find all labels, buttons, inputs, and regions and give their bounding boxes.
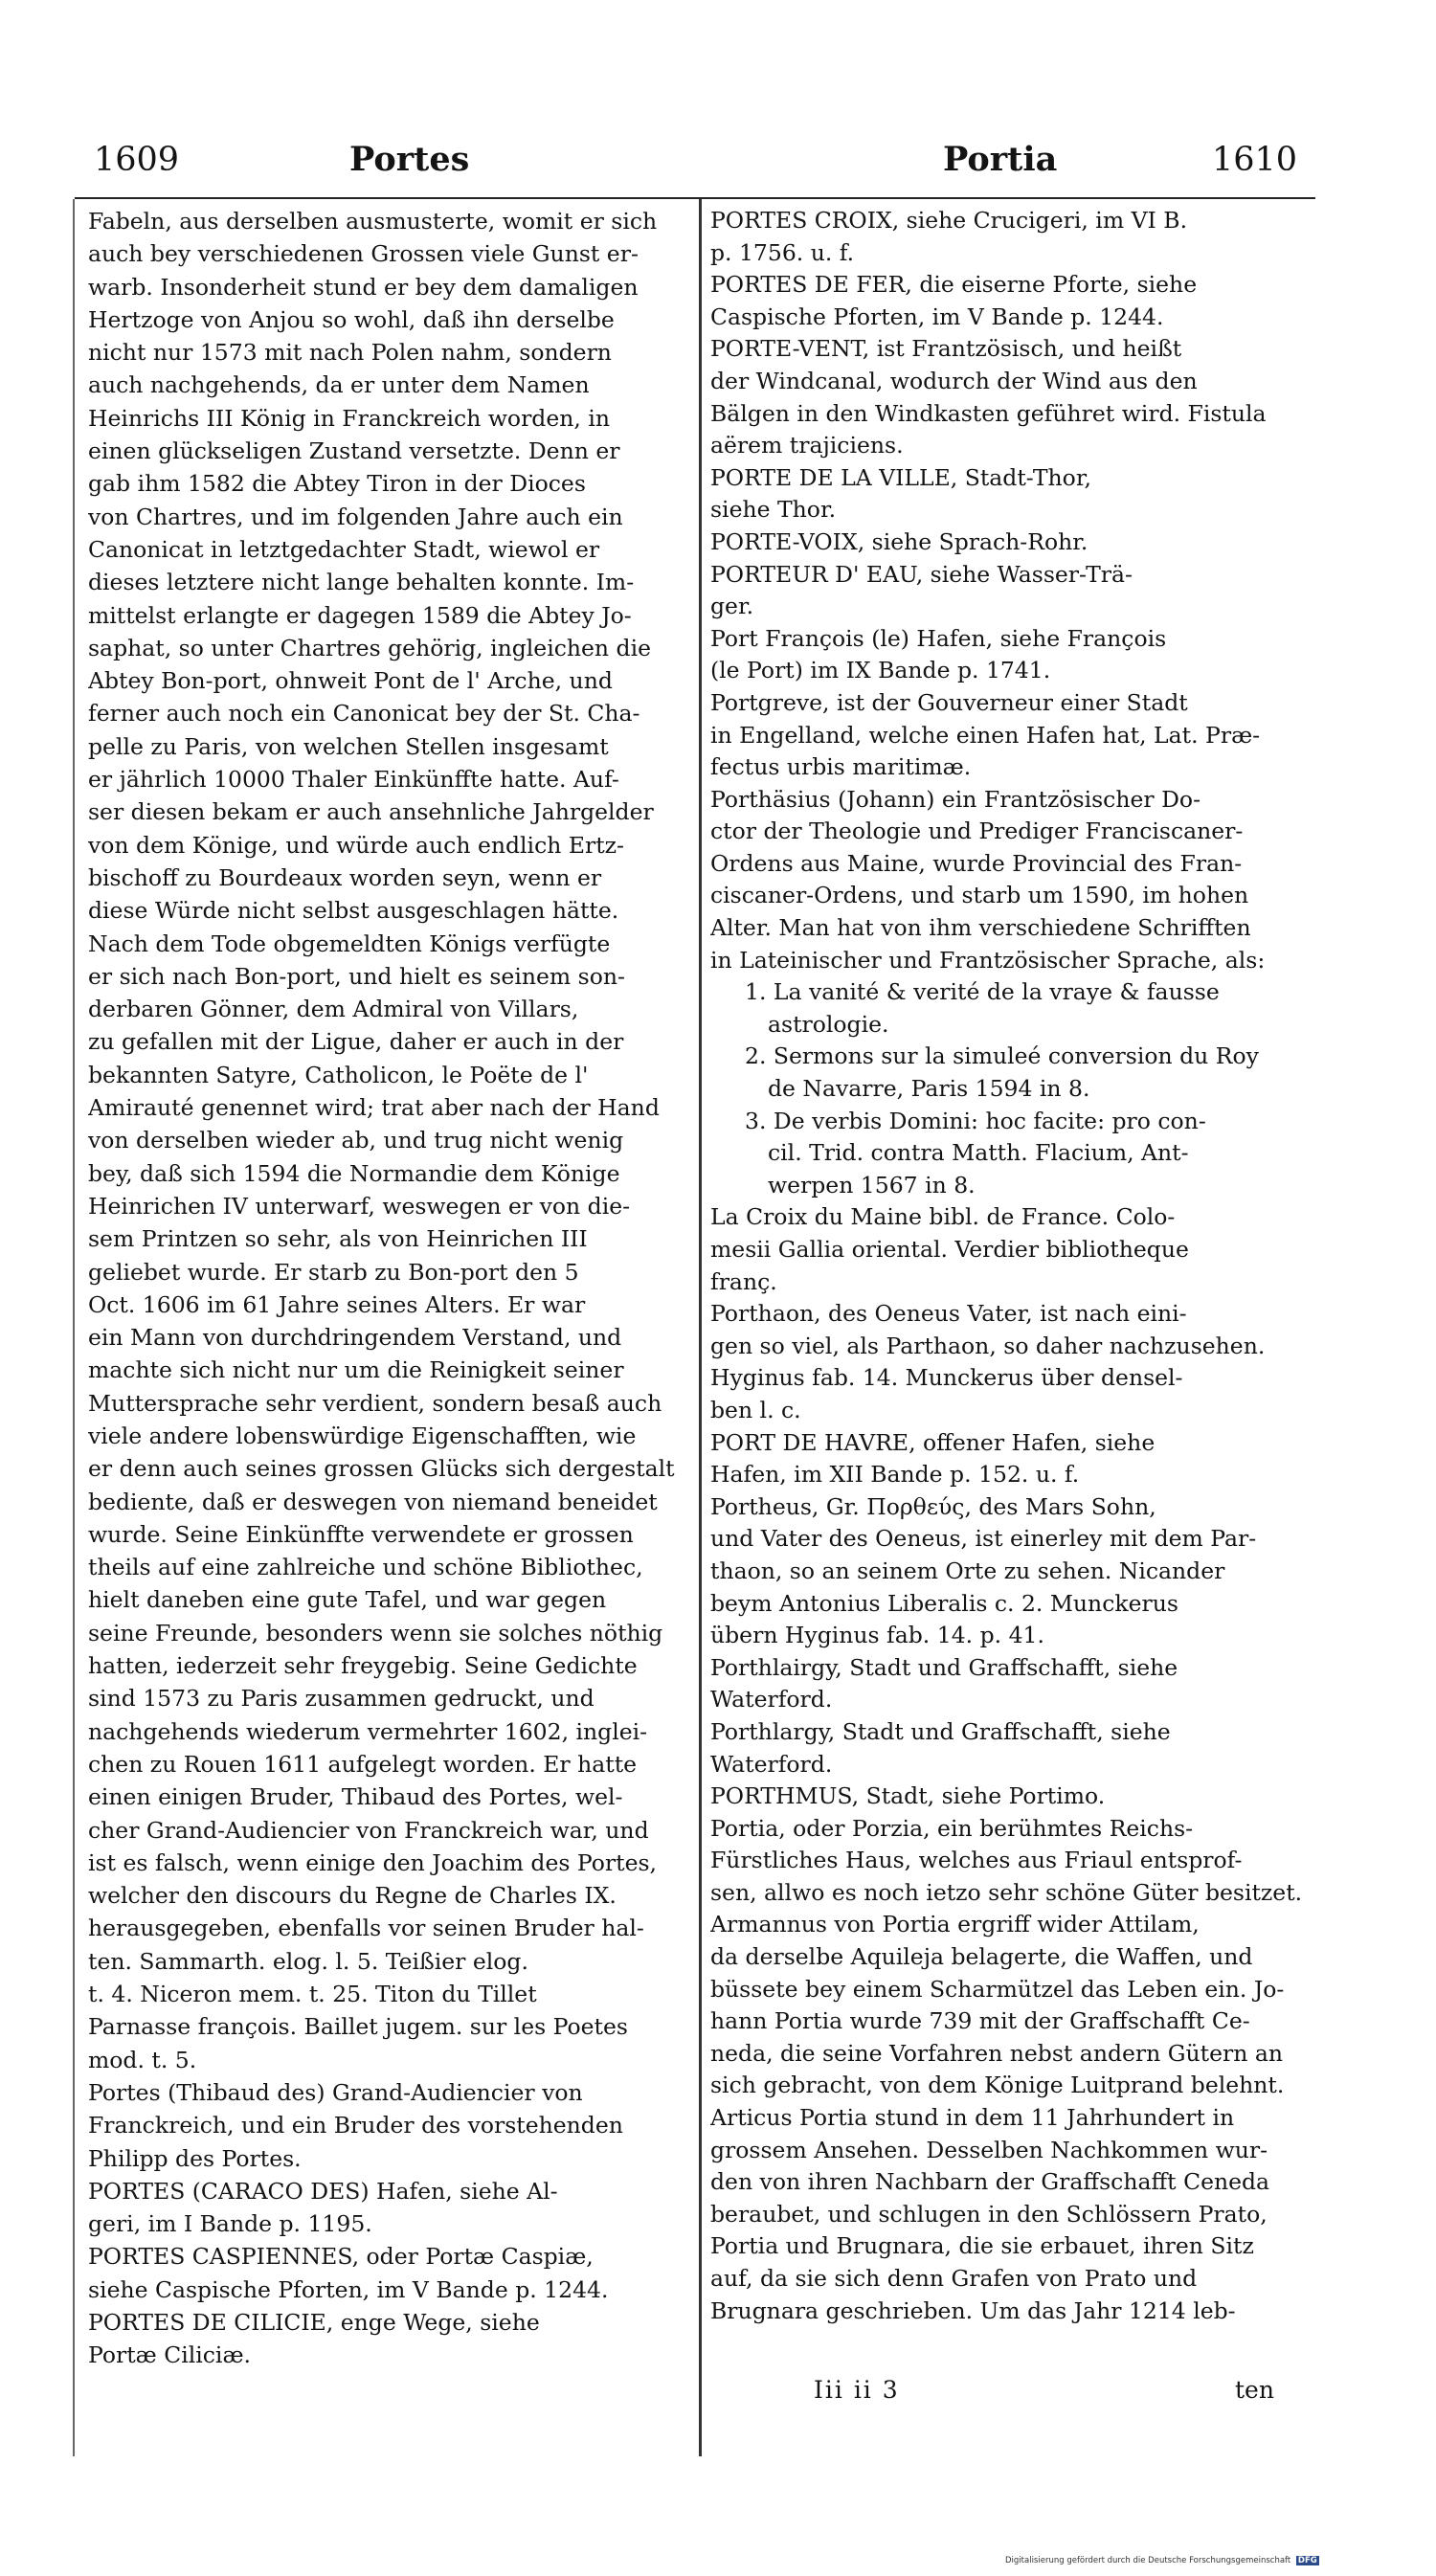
right-text-line: Armannus von Portia ergriff wider Attilam, <box>710 1911 1200 1938</box>
left-text-line: welcher den discours du Regne de Charles IX. <box>88 1882 617 1910</box>
left-text-line: mittelst erlangte er dagegen 1589 die Abtey Jo- <box>88 601 632 629</box>
running-head-right: Portia <box>943 140 1058 179</box>
right-text-line: Caspische Pforten, im V Bande p. 1244. <box>710 302 1164 330</box>
left-text-line: PORTES (CARACO DES) Hafen, siehe Al- <box>88 2177 558 2205</box>
left-text-line: von derselben wieder ab, und trug nicht wenig <box>88 1127 624 1154</box>
right-text-line: den von ihren Nachbarn der Graffschafft Ceneda <box>710 2168 1270 2196</box>
right-text-line: Porthaon, des Oeneus Vater, ist nach eini- <box>710 1300 1187 1328</box>
right-text-line: PORTE-VOIX, siehe Sprach-Rohr. <box>710 527 1088 555</box>
right-text-line: astrologie. <box>768 1010 889 1038</box>
left-text-line: wurde. Seine Einkünffte verwendete er grossen <box>88 1520 634 1548</box>
left-text-line: Heinrichen IV unterwarf, weswegen er von die- <box>88 1192 631 1220</box>
right-text-line: werpen 1567 in 8. <box>768 1171 976 1198</box>
right-text-line: Brugnara geschrieben. Um das Jahr 1214 leb- <box>710 2296 1236 2324</box>
right-text-line: Hafen, im XII Bande p. 152. u. f. <box>710 1461 1080 1489</box>
left-text-line: Nach dem Tode obgemeldten Königs verfügte <box>88 930 611 957</box>
left-text-line: seine Freunde, besonders wenn sie solches nöthig <box>88 1619 663 1646</box>
right-text-line: Porthlairgy, Stadt und Graffschafft, siehe <box>710 1653 1178 1681</box>
right-text-line: sich gebracht, von dem Könige Luitprand belehnt. <box>710 2072 1285 2099</box>
left-text-line: Philipp des Portes. <box>88 2144 302 2172</box>
left-text-line: ferner auch noch ein Canonicat bey der St. Cha- <box>88 700 640 728</box>
right-text-line: Ordens aus Maine, wurde Provincial des Fran- <box>710 849 1243 877</box>
right-text-line: PORTHMUS, Stadt, siehe Portimo. <box>710 1782 1106 1810</box>
left-text-line: siehe Caspische Pforten, im V Bande p. 1244. <box>88 2275 609 2303</box>
left-text-line: herausgegeben, ebenfalls vor seinen Bruder hal- <box>88 1915 644 1942</box>
right-text-line: PORTE DE LA VILLE, Stadt-Thor, <box>710 463 1091 491</box>
left-text-line: bediente, daß er deswegen von niemand beneidet <box>88 1488 658 1515</box>
left-text-line: Canonicat in letztgedachter Stadt, wiewol er <box>88 535 600 563</box>
left-text-line: bekannten Satyre, Catholicon, le Poëte de l' <box>88 1061 589 1088</box>
right-text-line: in Lateinischer und Frantzösischer Sprache, als: <box>710 946 1266 974</box>
right-text-line: da derselbe Aquileja belagerte, die Waffen, und <box>710 1943 1253 1971</box>
column-divider <box>699 199 702 2456</box>
left-text-line: t. 4. Niceron mem. t. 25. Titon du Tillet <box>88 1981 537 2008</box>
left-text-line: Oct. 1606 im 61 Jahre seines Alters. Er war <box>88 1290 586 1318</box>
page-number-left: 1609 <box>94 141 180 179</box>
right-text-line: gen so viel, als Parthaon, so daher nachzusehen. <box>710 1332 1266 1359</box>
right-text-line: auf, da sie sich denn Grafen von Prato und <box>710 2265 1198 2292</box>
right-text-line: siehe Thor. <box>710 496 837 524</box>
left-text-line: viele andere lobenswürdige Eigenschafften, wie <box>88 1422 637 1449</box>
left-text-line: von dem Könige, und würde auch endlich Ertz- <box>88 831 624 859</box>
left-text-line: Amirauté genennet wird; trat aber nach der Hand <box>88 1094 660 1122</box>
digitization-footer <box>1005 2556 1319 2565</box>
right-text-line: Waterford. <box>710 1750 833 1778</box>
left-text-line: hielt daneben eine gute Tafel, und war gegen <box>88 1586 607 1614</box>
right-text-line: cil. Trid. contra Matth. Flacium, Ant- <box>768 1139 1189 1167</box>
left-text-line: Portes (Thibaud des) Grand-Audiencier von <box>88 2078 583 2106</box>
right-text-line: Waterford. <box>710 1686 833 1714</box>
right-text-line: p. 1756. u. f. <box>710 238 855 266</box>
left-text-line: er jährlich 10000 Thaler Einkünffte hatte. Auf- <box>88 766 619 794</box>
left-text-line: einen glückseligen Zustand versetzte. Denn er <box>88 437 620 465</box>
right-text-line: Port François (le) Hafen, siehe François <box>710 624 1167 652</box>
right-text-line: und Vater des Oeneus, ist einerley mit dem Par- <box>710 1525 1257 1553</box>
right-text-line: PORTE-VENT, ist Frantzösisch, und heißt <box>710 335 1182 363</box>
right-text-line: 3. De verbis Domini: hoc facite: pro con- <box>745 1107 1206 1134</box>
right-text-line: Portheus, Gr. Πορθεύς, des Mars Sohn, <box>710 1492 1156 1520</box>
left-text-line: gab ihm 1582 die Abtey Tiron in der Dioces <box>88 470 586 498</box>
left-text-line: Parnasse françois. Baillet jugem. sur les Poetes <box>88 2013 628 2041</box>
page-number-right: 1610 <box>1212 141 1298 179</box>
left-text-line: Portæ Ciliciæ. <box>88 2341 252 2369</box>
left-text-line: auch nachgehends, da er unter dem Namen <box>88 371 590 399</box>
left-text-line: geri, im I Bande p. 1195. <box>88 2210 372 2238</box>
left-text-line: ist es falsch, wenn einige den Joachim des Portes, <box>88 1848 658 1876</box>
right-text-line: aërem trajiciens. <box>710 432 904 459</box>
left-text-line: machte sich nicht nur um die Reinigkeit seiner <box>88 1356 624 1384</box>
running-head-left: Portes <box>349 140 470 179</box>
right-text-line: PORTES CROIX, siehe Crucigeri, im VI B. <box>710 207 1188 234</box>
left-text-line: Heinrichs III König in Franckreich worden, in <box>88 404 610 432</box>
right-text-line: sen, allwo es noch ietzo sehr schöne Güter besitzet. <box>710 1878 1303 1906</box>
left-text-line: sem Printzen so sehr, als von Heinrichen III <box>88 1225 588 1253</box>
right-text-line: Porthlargy, Stadt und Graffschafft, siehe <box>710 1717 1171 1745</box>
left-text-line: dieses letztere nicht lange behalten konnte. Im- <box>88 569 635 596</box>
left-text-line: Abtey Bon-port, ohnweit Pont de l' Arche, und <box>88 667 613 695</box>
dfg-logo: DFG <box>1297 2556 1317 2565</box>
right-text-line: neda, die seine Vorfahren nebst andern Gütern an <box>710 2039 1283 2067</box>
signature-mark: Iii ii 3 <box>814 2376 900 2404</box>
right-text-line: 2. Sermons sur la simuleé conversion du Roy <box>745 1042 1259 1070</box>
left-text-line: diese Würde nicht selbst ausgeschlagen hätte. <box>88 897 619 925</box>
right-text-line: beym Antonius Liberalis c. 2. Munckerus <box>710 1589 1178 1617</box>
right-text-line: in Engelland, welche einen Hafen hat, Lat. Præ- <box>710 721 1261 749</box>
right-text-line: Porthäsius (Johann) ein Frantzösischer Do- <box>710 785 1201 813</box>
left-text-line: ser diesen bekam er auch ansehnliche Jahrgelder <box>88 798 654 826</box>
left-text-line: hatten, iederzeit sehr freygebig. Seine Gedichte <box>88 1652 638 1680</box>
right-text-line: Portgreve, ist der Gouverneur einer Stadt <box>710 688 1188 716</box>
left-text-line: Muttersprache sehr verdient, sondern besaß auch <box>88 1389 662 1417</box>
right-text-line: 1. La vanité & verité de la vraye & fausse <box>745 978 1220 1006</box>
right-column <box>710 205 1313 2435</box>
right-text-line: Alter. Man hat von ihm verschiedene Schrifften <box>710 914 1251 942</box>
right-text-line: (le Port) im IX Bande p. 1741. <box>710 657 1051 684</box>
right-text-line: La Croix du Maine bibl. de France. Colo- <box>710 1203 1176 1231</box>
right-text-line: de Navarre, Paris 1594 in 8. <box>768 1075 1090 1103</box>
right-text-line: der Windcanal, wodurch der Wind aus den <box>710 367 1198 394</box>
right-text-line: Portia und Brugnara, die sie erbauet, ihren Sitz <box>710 2232 1254 2260</box>
right-text-line: Bälgen in den Windkasten geführet wird. Fistula <box>710 399 1267 427</box>
left-text-line: mod. t. 5. <box>88 2046 197 2073</box>
left-text-line: ein Mann von durchdringendem Verstand, und <box>88 1324 622 1352</box>
catchword: ten <box>1235 2376 1274 2404</box>
left-text-line: zu gefallen mit der Ligue, daher er auch in der <box>88 1028 624 1056</box>
left-text-line: PORTES DE CILICIE, enge Wege, siehe <box>88 2309 540 2336</box>
right-text-line: Portia, oder Porzia, ein berühmtes Reichs- <box>710 1814 1194 1842</box>
left-text-line: einen einigen Bruder, Thibaud des Portes, wel- <box>88 1783 623 1811</box>
left-margin-rule <box>73 199 75 2456</box>
left-text-line: warb. Insonderheit stund er bey dem damaligen <box>88 273 639 301</box>
left-text-line: derbaren Gönner, dem Admiral von Villars, <box>88 996 579 1023</box>
right-text-line: hann Portia wurde 739 mit der Graffschafft Ce- <box>710 2007 1250 2035</box>
left-text-line: nicht nur 1573 mit nach Polen nahm, sondern <box>88 339 612 367</box>
left-text-line: chen zu Rouen 1611 aufgelegt worden. Er hatte <box>88 1750 638 1778</box>
left-text-line: bey, daß sich 1594 die Normandie dem Könige <box>88 1159 620 1187</box>
left-text-line: cher Grand-Audiencier von Franckreich war, und <box>88 1816 649 1844</box>
left-text-line: geliebet wurde. Er starb zu Bon-port den 5 <box>88 1258 579 1286</box>
left-text-line: theils auf eine zahlreiche und schöne Bibliothec, <box>88 1554 643 1581</box>
header-rule <box>75 197 1315 199</box>
left-text-line: PORTES CASPIENNES, oder Portæ Caspiæ, <box>88 2243 594 2271</box>
right-text-line: fectus urbis maritimæ. <box>710 753 972 781</box>
left-text-line: Hertzoge von Anjou so wohl, daß ihn derselbe <box>88 305 615 333</box>
right-text-line: ctor der Theologie und Prediger Franciscaner- <box>710 818 1244 845</box>
left-text-line: bischoff zu Bourdeaux worden seyn, wenn er <box>88 863 602 891</box>
right-text-line: franç. <box>710 1267 777 1295</box>
right-text-line: grossem Ansehen. Desselben Nachkommen wur- <box>710 2136 1268 2163</box>
left-text-line: er sich nach Bon-port, und hielt es seinem son- <box>88 962 625 990</box>
right-text-line: Articus Portia stund in dem 11 Jahrhundert in <box>710 2104 1235 2132</box>
footer-text: Digitalisierung gefördert durch die Deutsche Forschungsgemeinschaft <box>1005 2556 1291 2565</box>
left-text-line: sind 1573 zu Paris zusammen gedruckt, und <box>88 1685 595 1713</box>
left-text-line: Fabeln, aus derselben ausmusterte, womit er sich <box>88 208 658 235</box>
right-text-line: PORT DE HAVRE, offener Hafen, siehe <box>710 1428 1156 1456</box>
right-text-line: beraubet, und schlugen in den Schlössern Prato, <box>710 2200 1268 2228</box>
right-text-line: büssete bey einem Scharmützel das Leben ein. Jo- <box>710 1975 1285 2003</box>
right-text-line: Hyginus fab. 14. Munckerus über densel- <box>710 1364 1183 1392</box>
left-text-line: er denn auch seines grossen Glücks sich dergestalt <box>88 1455 675 1483</box>
left-column <box>88 205 689 2435</box>
left-text-line: nachgehends wiederum vermehrter 1602, inglei- <box>88 1717 648 1745</box>
right-text-line: PORTES DE FER, die eiserne Pforte, siehe <box>710 271 1198 299</box>
left-text-line: ten. Sammarth. elog. l. 5. Teißier elog. <box>88 1947 528 1975</box>
right-text-line: ger. <box>710 593 754 620</box>
right-text-line: thaon, so an seinem Orte zu sehen. Nicander <box>710 1557 1225 1584</box>
left-text-line: saphat, so unter Chartres gehörig, ingleichen die <box>88 634 651 661</box>
left-text-line: auch bey verschiedenen Grossen viele Gunst er- <box>88 240 639 268</box>
left-text-line: von Chartres, und im folgenden Jahre auch ein <box>88 503 623 530</box>
left-text-line: Franckreich, und ein Bruder des vorstehenden <box>88 2112 623 2139</box>
right-text-line: mesii Gallia oriental. Verdier bibliotheque <box>710 1236 1189 1263</box>
right-text-line: Fürstliches Haus, welches aus Friaul entsprof- <box>710 1847 1243 1874</box>
left-text-line: pelle zu Paris, von welchen Stellen insgesamt <box>88 732 609 760</box>
right-text-line: ciscaner-Ordens, und starb um 1590, im hohen <box>710 882 1249 909</box>
right-text-line: übern Hyginus fab. 14. p. 41. <box>710 1622 1044 1649</box>
right-text-line: ben l. c. <box>710 1396 801 1423</box>
right-text-line: PORTEUR D' EAU, siehe Wasser-Trä- <box>710 560 1133 588</box>
